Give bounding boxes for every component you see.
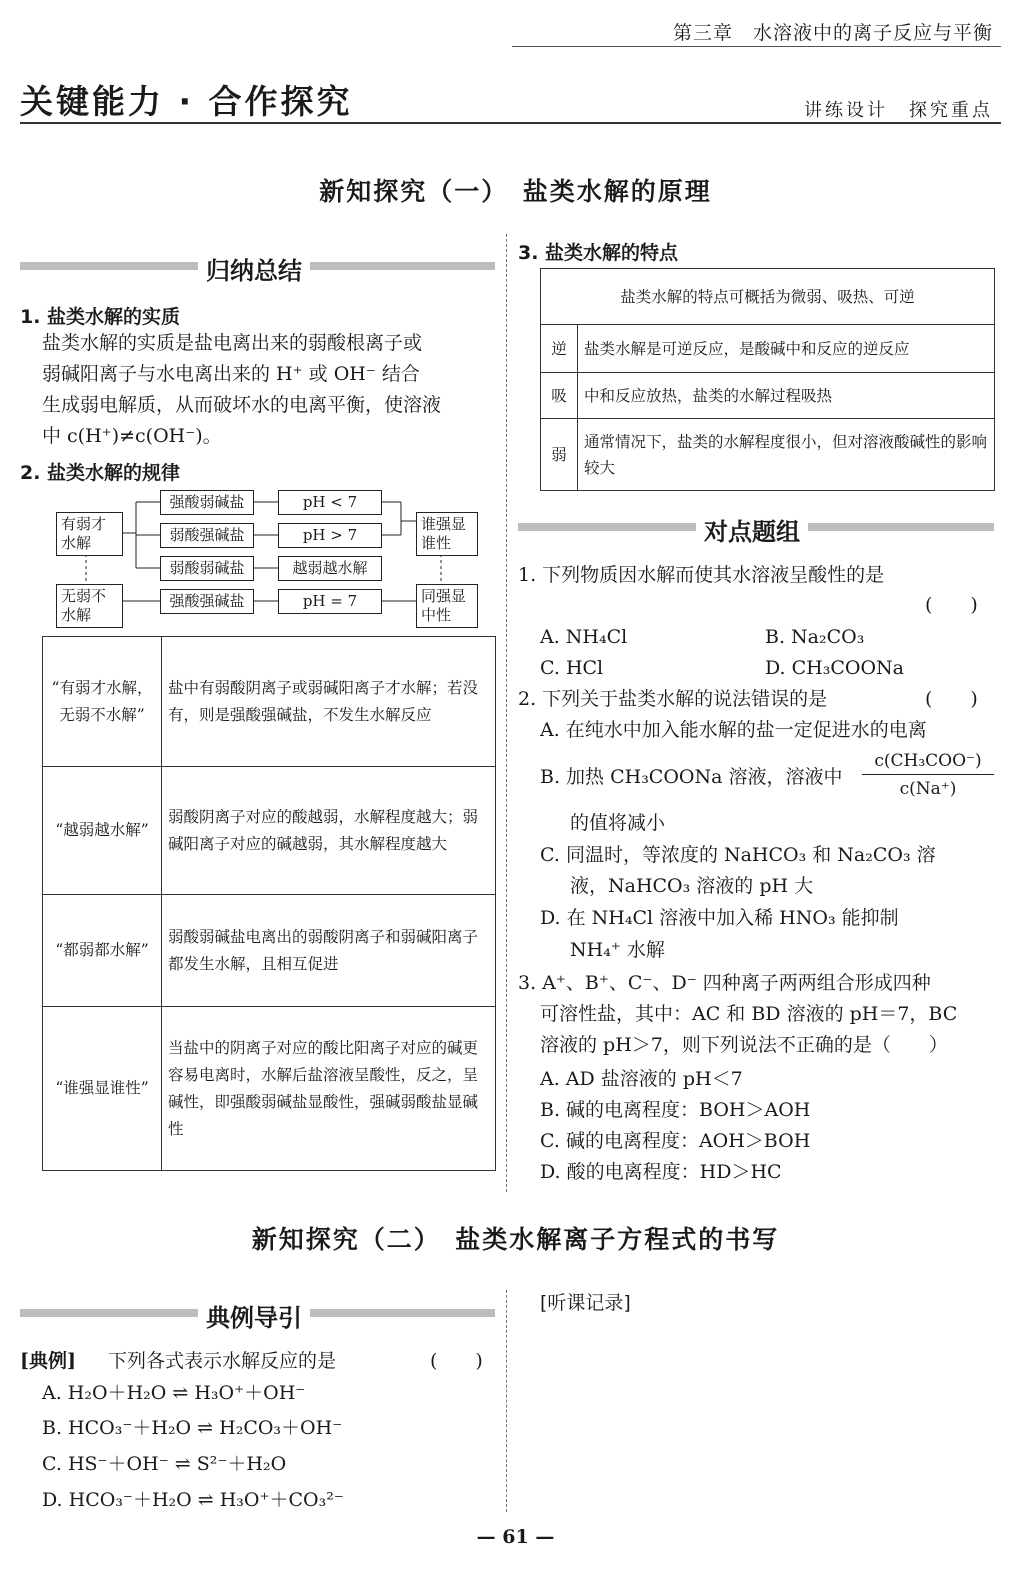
summary-header: 归纳总结 [20, 251, 495, 281]
point1-title: 1. 盐类水解的实质 [20, 306, 181, 328]
q2-option-c: C. 同温时，等浓度的 NaHCO₃ 和 Na₂CO₃ 溶 [540, 844, 936, 866]
feature-desc: 通常情况下，盐类的水解程度很小，但对溶液酸碱性的影响较大 [578, 419, 995, 491]
feature-key: 弱 [541, 419, 578, 491]
q2-option-c-cont: 液，NaHCO₃ 溶液的 pH 大 [570, 875, 814, 897]
q2-option-a: A. 在纯水中加入能水解的盐一定促进水的电离 [540, 719, 927, 741]
q3-option-d: D. 酸的电离程度：HD＞HC [540, 1161, 782, 1183]
diagram-salt-3: 弱酸弱碱盐 [160, 556, 254, 581]
table-row [43, 767, 496, 895]
rule-key: “越弱越水解” [43, 767, 162, 895]
table-row [43, 637, 496, 767]
table-row [541, 373, 995, 419]
q1-stem: 1. 下列物质因水解而使其水溶液呈酸性的是 [518, 564, 885, 586]
q2-fraction [862, 748, 994, 803]
q3-option-a: A. AD 盐溶液的 pH＜7 [540, 1068, 743, 1090]
example-stem: 下列各式表示水解反应的是 [108, 1350, 337, 1372]
section1-title: 新知探究（一） 盐类水解的原理 [319, 177, 712, 206]
example-answer-paren: ( ) [430, 1350, 483, 1372]
example-tag: [典例] [20, 1350, 76, 1372]
q2-option-d-cont: NH₄⁺ 水解 [570, 939, 665, 961]
fraction-denominator: c(Na⁺) [899, 779, 957, 799]
example-option-d: D. HCO₃⁻＋H₂O ⇌ H₃O⁺＋CO₃²⁻ [42, 1489, 344, 1511]
fraction-numerator: c(CH₃COO⁻) [862, 748, 994, 775]
table-row [43, 1007, 496, 1171]
diagram-ph-1: pH < 7 [278, 490, 382, 515]
q2-stem: 2. 下列关于盐类水解的说法错误的是 [518, 688, 828, 710]
q3-stem-1: 3. A⁺、B⁺、C⁻、D⁻ 四种离子两两组合形成四种 [518, 972, 931, 994]
q3-option-b: B. 碱的电离程度：BOH＞AOH [540, 1099, 811, 1121]
q2-option-b: B. 加热 CH₃COONa 溶液，溶液中 [540, 766, 843, 788]
diagram-right-bottom: 同强显中性 [416, 584, 478, 628]
title-rule [20, 122, 1001, 124]
q1-option-c: C. HCl [540, 657, 604, 679]
notes-label: [听课记录] [540, 1292, 631, 1314]
q3-stem-2: 可溶性盐，其中：AC 和 BD 溶液的 pH＝7，BC [540, 1003, 958, 1025]
q3-option-c: C. 碱的电离程度：AOH＞BOH [540, 1130, 811, 1152]
q2-option-d: D. 在 NH₄Cl 溶液中加入稀 HNO₃ 能抑制 [540, 907, 899, 929]
feature-desc: 中和反应放热，盐类的水解过程吸热 [578, 373, 995, 419]
diagram-ph-4: pH = 7 [278, 589, 382, 614]
header-rule [512, 46, 1001, 47]
diagram-ph-2: pH > 7 [278, 523, 382, 548]
rules-table [42, 636, 496, 1171]
page-subtitle: 讲练设计 探究重点 [804, 100, 993, 121]
diagram-salt-2: 弱酸强碱盐 [160, 523, 254, 548]
table-row [541, 419, 995, 491]
q1-answer-paren: ( ) [925, 594, 978, 616]
example-option-b: B. HCO₃⁻＋H₂O ⇌ H₂CO₃＋OH⁻ [42, 1417, 343, 1439]
q2-answer-paren: ( ) [925, 688, 978, 710]
example-header: 典例导引 [20, 1298, 495, 1328]
column-divider-2 [506, 1290, 507, 1512]
rule-desc: 盐中有弱酸阴离子或弱碱阳离子才水解；若没有，则是强酸强碱盐，不发生水解反应 [162, 637, 496, 767]
diagram-left-top: 有弱才水解 [56, 512, 123, 556]
diagram-right-top: 谁强显谁性 [416, 512, 478, 556]
feature-key: 吸 [541, 373, 578, 419]
diagram-left-bottom: 无弱不水解 [56, 584, 123, 628]
point2-title: 2. 盐类水解的规律 [20, 462, 181, 484]
feature-key: 逆 [541, 325, 578, 373]
rule-key: “有弱才水解，无弱不水解” [43, 637, 162, 767]
point3-title: 3. 盐类水解的特点 [518, 242, 679, 264]
practice-header: 对点题组 [518, 512, 994, 542]
example-option-a: A. H₂O＋H₂O ⇌ H₃O⁺＋OH⁻ [42, 1382, 306, 1404]
point1-text: 盐类水解的实质是盐电离出来的弱酸根离子或 弱碱阳离子与水电离出来的 H⁺ 或 OH⁻ 结合 生成弱电解质，从而破坏水的电离平衡，使溶液 中 c(H⁺)≠c(OH⁻)。 [42, 332, 442, 447]
q1-option-d: D. CH₃COONa [765, 657, 905, 679]
page-number: — 61 — [476, 1526, 555, 1548]
rule-key: “谁强显谁性” [43, 1007, 162, 1171]
table-row [541, 269, 995, 325]
q1-option-b: B. Na₂CO₃ [765, 626, 865, 648]
features-table [540, 268, 995, 491]
chapter-title: 第三章 水溶液中的离子反应与平衡 [672, 22, 993, 44]
feature-desc: 盐类水解是可逆反应，是酸碱中和反应的逆反应 [578, 325, 995, 373]
rule-desc: 当盐中的阴离子对应的酸比阳离子对应的碱更容易电离时，水解后盐溶液呈酸性，反之，呈碱性，即强酸弱碱盐显酸性，强碱弱酸盐显碱性 [162, 1007, 496, 1171]
q1-option-a: A. NH₄Cl [540, 626, 628, 648]
q2-option-b-tail: 的值将减小 [570, 812, 666, 834]
rule-key: “都弱都水解” [43, 895, 162, 1007]
diagram-salt-4: 强酸强碱盐 [160, 589, 254, 614]
section2-title: 新知探究（二） 盐类水解离子方程式的书写 [251, 1225, 780, 1254]
diagram-ph-3: 越弱越水解 [278, 556, 382, 581]
diagram-salt-1: 强酸弱碱盐 [160, 490, 254, 515]
q3-stem-3: 溶液的 pH＞7，则下列说法不正确的是（ ） [540, 1034, 948, 1056]
rule-desc: 弱酸弱碱盐电离出的弱酸阴离子和弱碱阳离子都发生水解，且相互促进 [162, 895, 496, 1007]
page-title: 关键能力 · 合作探究 [20, 82, 353, 121]
features-head: 盐类水解的特点可概括为微弱、吸热、可逆 [541, 269, 995, 325]
example-option-c: C. HS⁻＋OH⁻ ⇌ S²⁻＋H₂O [42, 1453, 287, 1475]
column-divider [506, 234, 507, 1192]
rule-desc: 弱酸阴离子对应的酸越弱，水解程度越大；弱碱阳离子对应的碱越弱，其水解程度越大 [162, 767, 496, 895]
table-row [43, 895, 496, 1007]
table-row [541, 325, 995, 373]
